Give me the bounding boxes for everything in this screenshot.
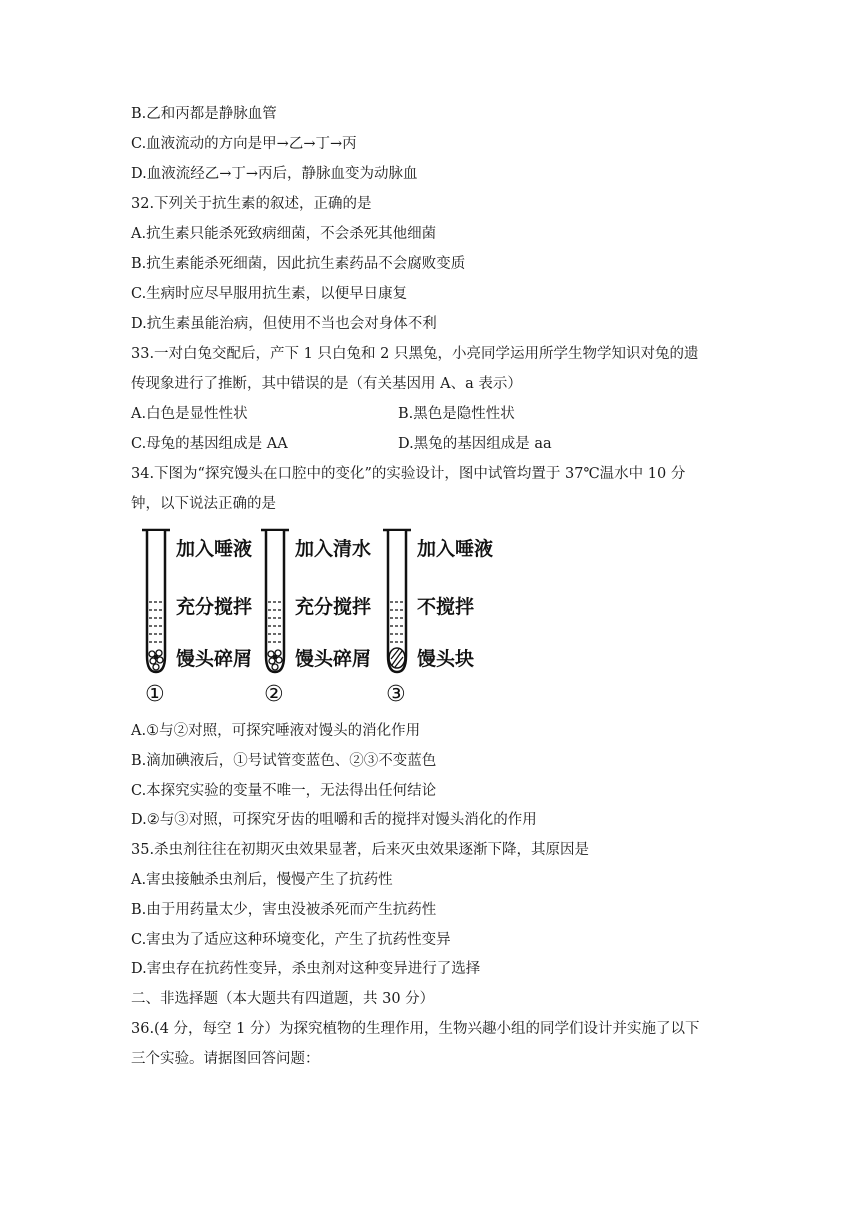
q36-stem-line1: 36.(4 分，每空 1 分）为探究植物的生理作用，生物兴趣小组的同学们设计并实施了以下 [131,1021,700,1037]
q31-option-b: B.乙和丙都是静脉血管 [131,106,277,122]
tube2-bottom-label: 馒头碎屑 [295,648,372,670]
test-tube-figure [131,522,511,714]
q33-option-c: C.母兔的基因组成是 AA [131,436,288,452]
tube1-top-label: 加入唾液 [176,538,253,560]
section2-heading: 二、非选择题（本大题共有四道题，共 30 分） [131,991,435,1007]
q32-option-b: B.抗生素能杀死细菌，因此抗生素药品不会腐败变质 [131,256,466,272]
q35-option-b: B.由于用药量太少，害虫没被杀死而产生抗药性 [131,902,437,918]
test-tube-3 [380,528,414,678]
q34-option-b: B.滴加碘液后，①号试管变蓝色、②③不变蓝色 [131,753,437,769]
q32-stem: 32.下列关于抗生素的叙述，正确的是 [131,196,372,212]
q34-option-c: C.本探究实验的变量不唯一，无法得出任何结论 [131,783,437,799]
q31-option-d: D.血液流经乙→丁→丙后，静脉血变为动脉血 [131,166,418,182]
q32-option-c: C.生病时应尽早服用抗生素，以便早日康复 [131,286,408,302]
q31-option-c: C.血液流动的方向是甲→乙→丁→丙 [131,136,357,152]
q35-option-d: D.害虫存在抗药性变异，杀虫剂对这种变异进行了选择 [131,961,481,977]
test-tube-1 [139,528,173,678]
tube3-top-label: 加入唾液 [417,538,494,560]
q34-stem-line1: 34.下图为“探究馒头在口腔中的变化”的实验设计，图中试管均置于 37℃温水中 10 分 [131,466,686,482]
q33-option-b: B.黑色是隐性性状 [398,406,515,422]
tube1-bottom-label: 馒头碎屑 [176,648,253,670]
q34-stem-line2: 钟，以下说法正确的是 [131,496,276,512]
q33-option-d: D.黑兔的基因组成是 aa [398,436,552,452]
tube1-number: ① [145,682,165,707]
tube3-number: ③ [386,682,406,707]
tube1-middle-label: 充分搅拌 [176,596,253,618]
tube2-middle-label: 充分搅拌 [295,596,372,618]
q36-stem-line2: 三个实验。请据图回答问题： [131,1051,320,1067]
q34-option-a: A.①与②对照，可探究唾液对馒头的消化作用 [131,723,421,739]
q35-stem: 35.杀虫剂往往在初期灭虫效果显著，后来灭虫效果逐渐下降，其原因是 [131,842,590,858]
q32-option-d: D.抗生素虽能治病，但使用不当也会对身体不利 [131,316,437,332]
tube2-top-label: 加入清水 [295,538,372,560]
q33-stem-line2: 传现象进行了推断，其中错误的是（有关基因用 A、a 表示） [131,376,522,392]
q34-option-d: D.②与③对照，可探究牙齿的咀嚼和舌的搅拌对馒头消化的作用 [131,812,537,828]
q32-option-a: A.抗生素只能杀死致病细菌，不会杀死其他细菌 [131,226,437,242]
tube2-number: ② [264,682,284,707]
q33-option-a: A.白色是显性性状 [131,406,248,422]
tube3-bottom-label: 馒头块 [417,648,475,670]
tube3-middle-label: 不搅拌 [417,596,475,618]
q35-option-c: C.害虫为了适应这种环境变化，产生了抗药性变异 [131,932,451,948]
test-tube-2 [258,528,292,678]
q35-option-a: A.害虫接触杀虫剂后，慢慢产生了抗药性 [131,872,393,888]
q33-stem-line1: 33.一对白兔交配后，产下 1 只白兔和 2 只黑兔，小亮同学运用所学生物学知识对兔的遗 [131,346,699,362]
